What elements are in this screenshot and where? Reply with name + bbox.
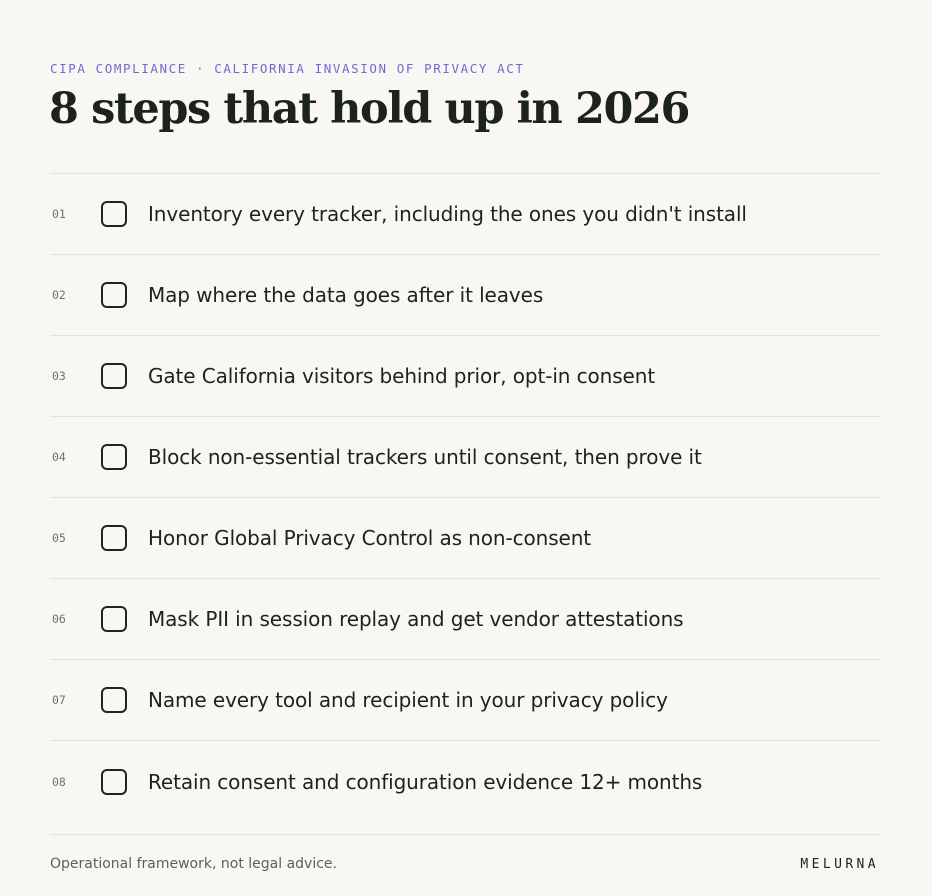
checkbox[interactable] (101, 444, 127, 470)
page-title: 8 steps that hold up in 2026 (49, 84, 690, 134)
step-text: Map where the data goes after it leaves (148, 283, 544, 307)
step-number: 01 (52, 207, 66, 221)
step-number: 05 (52, 531, 66, 545)
step-number: 08 (52, 774, 66, 789)
step-text: Block non-essential trackers until consent, then prove it (148, 445, 702, 469)
step-number: 07 (52, 693, 66, 707)
eyebrow-label: CIPA COMPLIANCE · CALIFORNIA INVASION OF PRIVACY ACT (50, 61, 525, 76)
brand-logo: MELURNA (800, 857, 879, 872)
step-text: Mask PII in session replay and get vendor attestations (148, 607, 684, 631)
step-text: Inventory every tracker, including the ones you didn't install (148, 202, 747, 226)
step-text: Honor Global Privacy Control as non-consent (148, 526, 592, 550)
disclaimer: Operational framework, not legal advice. (50, 856, 337, 872)
checkbox[interactable] (101, 606, 127, 632)
step-number: 04 (52, 450, 66, 464)
step-number: 06 (52, 612, 66, 626)
checklist-item-07[interactable] (50, 660, 881, 741)
checklist-item-06[interactable] (50, 579, 881, 660)
checklist (50, 173, 881, 822)
checklist-item-02[interactable] (50, 255, 881, 336)
step-number: 03 (52, 369, 66, 383)
checkbox[interactable] (101, 201, 127, 227)
checkbox[interactable] (101, 769, 127, 795)
step-text: Retain consent and configuration evidence 12+ months (148, 769, 703, 794)
checkbox[interactable] (101, 282, 127, 308)
step-number: 02 (52, 288, 66, 302)
checklist-item-01[interactable] (50, 174, 881, 255)
checkbox[interactable] (101, 363, 127, 389)
step-text: Name every tool and recipient in your privacy policy (148, 688, 668, 712)
checklist-item-05[interactable] (50, 498, 881, 579)
footer (50, 834, 881, 896)
checklist-item-08[interactable] (50, 741, 881, 822)
step-text: Gate California visitors behind prior, opt-in consent (148, 364, 656, 388)
checklist-item-04[interactable] (50, 417, 881, 498)
checkbox[interactable] (101, 687, 127, 713)
checklist-item-03[interactable] (50, 336, 881, 417)
checkbox[interactable] (101, 525, 127, 551)
